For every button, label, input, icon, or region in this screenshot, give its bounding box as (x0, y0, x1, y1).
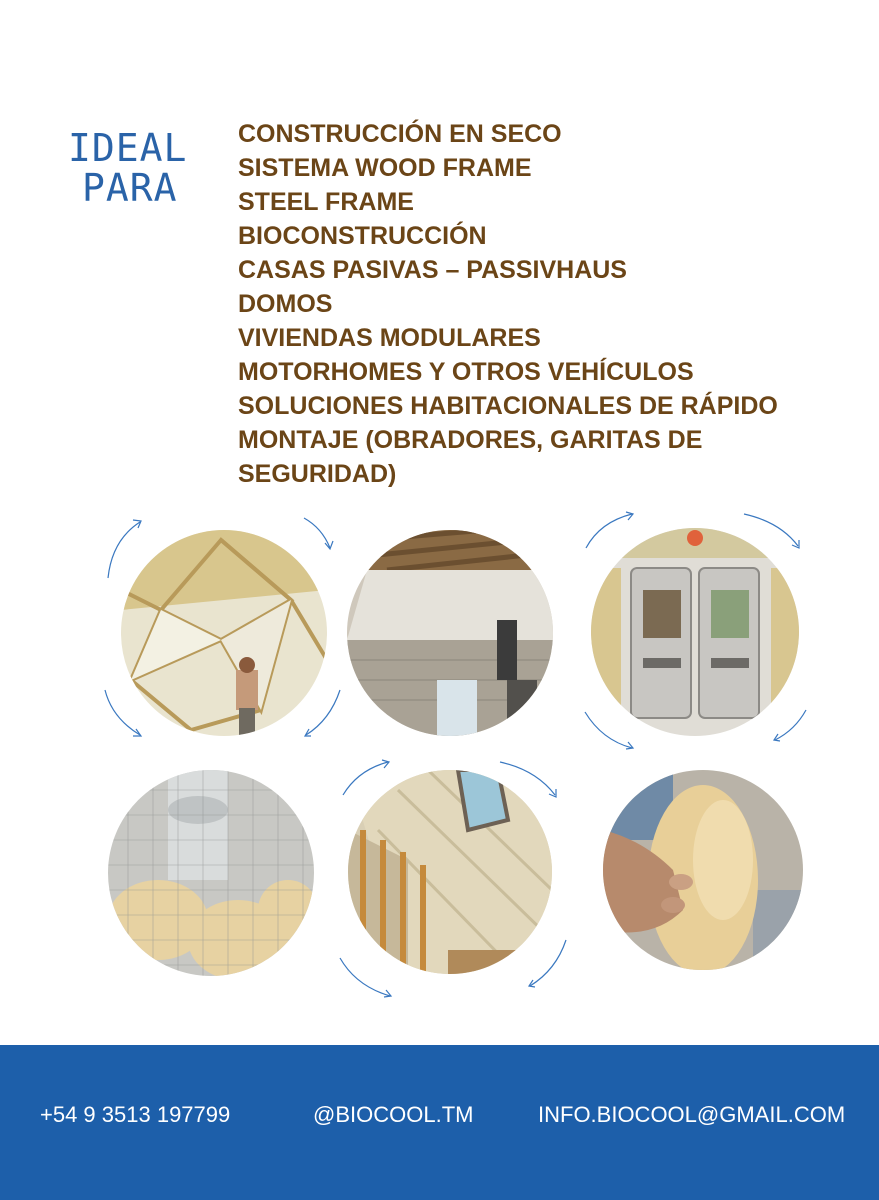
phone-number[interactable]: +54 9 3513 197799 (40, 1102, 231, 1127)
photo-dome (121, 530, 327, 736)
list-item: CONSTRUCCIÓN EN SECO (238, 120, 562, 148)
list-item: SEGURIDAD) (238, 460, 397, 488)
list-item: MOTORHOMES Y OTROS VEHÍCULOS (238, 358, 694, 386)
photo-interior-framing (347, 530, 553, 736)
list-item: STEEL FRAME (238, 188, 414, 216)
photo-cellulose-mesh (108, 770, 314, 976)
photo-van-interior (591, 528, 799, 736)
photo-insulated-roof (348, 770, 552, 974)
email-address[interactable]: INFO.BIOCOOL@GMAIL.COM (538, 1102, 846, 1127)
list-item: BIOCONSTRUCCIÓN (238, 222, 487, 250)
list-item: MONTAJE (OBRADORES, GARITAS DE (238, 426, 703, 454)
heading-line-2: PARA (82, 166, 178, 210)
list-item: DOMOS (238, 290, 333, 318)
list-item: VIVIENDAS MODULARES (238, 324, 541, 352)
heading-line-1: IDEAL (68, 126, 188, 170)
list-item: CASAS PASIVAS – PASSIVHAUS (238, 256, 627, 284)
photo-hand-wool (603, 770, 803, 970)
contact-footer (0, 1045, 879, 1200)
social-handle[interactable]: @BIOCOOL.TM (313, 1102, 474, 1127)
list-item: SOLUCIONES HABITACIONALES DE RÁPIDO (238, 392, 778, 420)
list-item: SISTEMA WOOD FRAME (238, 154, 532, 182)
